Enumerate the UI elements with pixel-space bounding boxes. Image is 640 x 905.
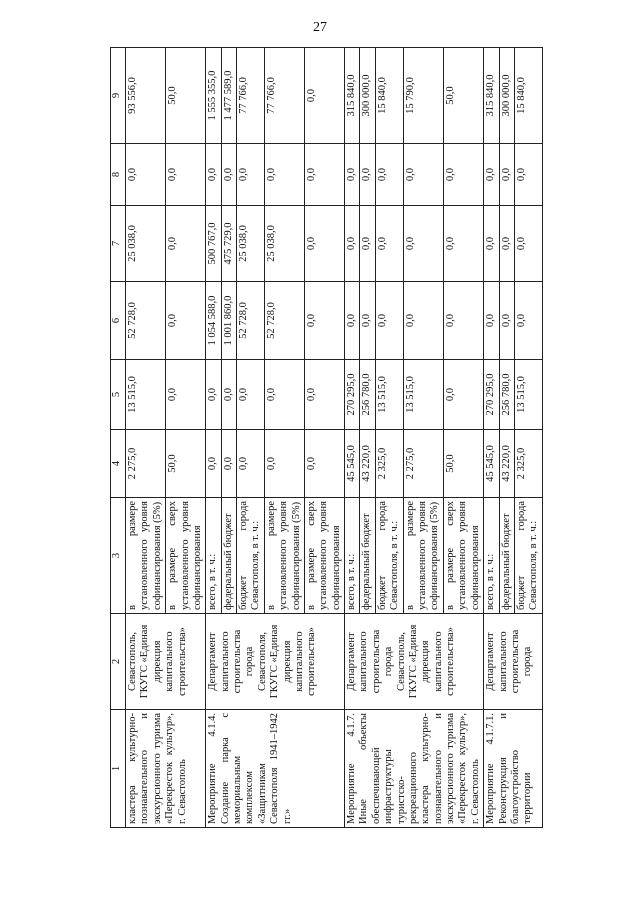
funding-source-cell: в размере сверх установленного уровня софинансирования xyxy=(304,498,344,614)
funding-source-cell: в размере установленного уровня софинансирования (5%) xyxy=(126,498,166,614)
funding-source-cell: бюджет города Севастополя, в т. ч.: xyxy=(237,498,265,614)
amount-cell: 475 729,0 xyxy=(221,206,236,282)
header-row xyxy=(111,48,126,828)
amount-cell: 77 766,0 xyxy=(264,48,304,144)
header-cell: 9 xyxy=(111,48,126,144)
header-cell: 6 xyxy=(111,282,126,360)
amount-cell: 0,0 xyxy=(264,144,304,206)
amount-cell: 2 325,0 xyxy=(375,430,403,498)
funding-source-cell: всего, в т. ч.: xyxy=(206,498,221,614)
amount-cell: 2 275,0 xyxy=(403,430,443,498)
amount-cell: 0,0 xyxy=(206,360,221,430)
table-wrapper xyxy=(110,48,640,828)
header-cell: 1 xyxy=(111,710,126,828)
amount-cell: 0,0 xyxy=(499,206,514,282)
amount-cell: 315 840,0 xyxy=(345,48,360,144)
amount-cell: 0,0 xyxy=(166,360,206,430)
amount-cell: 315 840,0 xyxy=(484,48,499,144)
amount-cell: 15 790,0 xyxy=(403,48,443,144)
amount-cell: 1 555 355,0 xyxy=(206,48,221,144)
amount-cell: 52 728,0 xyxy=(264,282,304,360)
amount-cell: 15 840,0 xyxy=(514,48,542,144)
table-row xyxy=(126,48,166,828)
funding-source-cell: в размере установленного уровня софинансирования (5%) xyxy=(264,498,304,614)
amount-cell: 52 728,0 xyxy=(126,282,166,360)
amount-cell: 2 325,0 xyxy=(514,430,542,498)
page-number: 27 xyxy=(313,20,327,35)
amount-cell: 0,0 xyxy=(206,430,221,498)
amount-cell: 0,0 xyxy=(206,144,221,206)
amount-cell: 0,0 xyxy=(264,360,304,430)
amount-cell: 0,0 xyxy=(304,144,344,206)
amount-cell: 0,0 xyxy=(166,144,206,206)
amount-cell: 0,0 xyxy=(360,144,375,206)
amount-cell: 50,0 xyxy=(443,430,483,498)
header-cell: 8 xyxy=(111,144,126,206)
amount-cell: 0,0 xyxy=(443,144,483,206)
amount-cell: 2 275,0 xyxy=(126,430,166,498)
amount-cell: 0,0 xyxy=(264,430,304,498)
amount-cell: 0,0 xyxy=(237,430,265,498)
funding-source-cell: в размере сверх установленного уровня софинансирования xyxy=(166,498,206,614)
amount-cell: 500 767,0 xyxy=(206,206,221,282)
amount-cell: 50,0 xyxy=(443,48,483,144)
executor-cell: Департамент капитального строительства города xyxy=(484,614,543,710)
amount-cell: 300 000,0 xyxy=(499,48,514,144)
amount-cell: 0,0 xyxy=(514,144,542,206)
amount-cell: 13 515,0 xyxy=(126,360,166,430)
amount-cell: 43 220,0 xyxy=(360,430,375,498)
measure-name-cell: Мероприятие 4.1.4. Создание парка с мемориальным комплексом «Защитникам Севастополя 1941–1942 гг.» xyxy=(206,710,345,828)
amount-cell: 0,0 xyxy=(345,144,360,206)
funding-source-cell: в размере сверх установленного уровня софинансирования xyxy=(443,498,483,614)
header-cell: 4 xyxy=(111,430,126,498)
amount-cell: 0,0 xyxy=(403,282,443,360)
funding-source-cell: федеральный бюджет xyxy=(221,498,236,614)
header-cell: 3 xyxy=(111,498,126,614)
amount-cell: 1 477 589,0 xyxy=(221,48,236,144)
amount-cell: 0,0 xyxy=(375,144,403,206)
amount-cell: 0,0 xyxy=(499,282,514,360)
amount-cell: 0,0 xyxy=(514,206,542,282)
amount-cell: 0,0 xyxy=(221,144,236,206)
amount-cell: 13 515,0 xyxy=(514,360,542,430)
amount-cell: 25 038,0 xyxy=(237,206,265,282)
amount-cell: 1 001 860,0 xyxy=(221,282,236,360)
executor-cell: Департамент капитального строительства города Севастополя, ГКУГС «Единая дирекция капитального строительства» xyxy=(206,614,345,710)
amount-cell: 0,0 xyxy=(499,144,514,206)
table-row xyxy=(345,48,360,828)
amount-cell: 0,0 xyxy=(375,282,403,360)
amount-cell: 300 000,0 xyxy=(360,48,375,144)
amount-cell: 0,0 xyxy=(403,206,443,282)
table-row xyxy=(206,48,221,828)
funding-source-cell: всего, в т. ч.: xyxy=(345,498,360,614)
amount-cell: 13 515,0 xyxy=(375,360,403,430)
header-cell: 2 xyxy=(111,614,126,710)
measure-name-cell: Мероприятие 4.1.7.1. Реконструкция и благоустройство территории xyxy=(484,710,543,828)
amount-cell: 0,0 xyxy=(484,206,499,282)
amount-cell: 0,0 xyxy=(345,206,360,282)
amount-cell: 256 780,0 xyxy=(360,360,375,430)
amount-cell: 77 766,0 xyxy=(237,48,265,144)
amount-cell: 0,0 xyxy=(360,282,375,360)
amount-cell: 0,0 xyxy=(304,360,344,430)
amount-cell: 25 038,0 xyxy=(264,206,304,282)
rotated-table-anchor xyxy=(110,48,540,824)
table-row xyxy=(484,48,499,828)
amount-cell: 45 545,0 xyxy=(484,430,499,498)
amount-cell: 0,0 xyxy=(484,144,499,206)
amount-cell: 0,0 xyxy=(221,360,236,430)
funding-source-cell: бюджет города Севастополя, в т. ч.: xyxy=(375,498,403,614)
amount-cell: 0,0 xyxy=(221,430,236,498)
amount-cell: 256 780,0 xyxy=(499,360,514,430)
measure-name-cell: кластера культурно-познавательного и экскурсионного туризма «Перекресток культур», г. Севастополь xyxy=(126,710,206,828)
amount-cell: 0,0 xyxy=(237,360,265,430)
amount-cell: 0,0 xyxy=(443,206,483,282)
amount-cell: 0,0 xyxy=(166,282,206,360)
amount-cell: 15 840,0 xyxy=(375,48,403,144)
funding-source-cell: федеральный бюджет xyxy=(360,498,375,614)
header-cell: 7 xyxy=(111,206,126,282)
amount-cell: 270 295,0 xyxy=(345,360,360,430)
amount-cell: 0,0 xyxy=(126,144,166,206)
amount-cell: 43 220,0 xyxy=(499,430,514,498)
executor-cell: Севастополь, ГКУГС «Единая дирекция капитального строительства» xyxy=(126,614,206,710)
amount-cell: 0,0 xyxy=(360,206,375,282)
amount-cell: 0,0 xyxy=(304,48,344,144)
funding-source-cell: всего, в т. ч.: xyxy=(484,498,499,614)
amount-cell: 93 556,0 xyxy=(126,48,166,144)
amount-cell: 50,0 xyxy=(166,48,206,144)
amount-cell: 0,0 xyxy=(304,206,344,282)
amount-cell: 0,0 xyxy=(375,206,403,282)
funding-source-cell: бюджет города Севастополя, в т. ч.: xyxy=(514,498,542,614)
measure-name-cell: Мероприятие 4.1.7. Иные объекты обеспечивающей инфраструктуры туристско-рекреационного кластера культурно-познавательного и экскурсионного туризма «Перекресток культур», г. Севастополь xyxy=(345,710,484,828)
amount-cell: 0,0 xyxy=(443,282,483,360)
budget-table xyxy=(110,47,543,828)
amount-cell: 50,0 xyxy=(166,430,206,498)
funding-source-cell: федеральный бюджет xyxy=(499,498,514,614)
amount-cell: 0,0 xyxy=(514,282,542,360)
amount-cell: 1 054 588,0 xyxy=(206,282,221,360)
funding-source-cell: в размере установленного уровня софинансирования (5%) xyxy=(403,498,443,614)
amount-cell: 52 728,0 xyxy=(237,282,265,360)
amount-cell: 0,0 xyxy=(484,282,499,360)
amount-cell: 0,0 xyxy=(237,144,265,206)
amount-cell: 0,0 xyxy=(443,360,483,430)
amount-cell: 45 545,0 xyxy=(345,430,360,498)
amount-cell: 0,0 xyxy=(166,206,206,282)
amount-cell: 13 515,0 xyxy=(403,360,443,430)
executor-cell: Департамент капитального строительства города Севастополь, ГКУГС «Единая дирекция капитального строительства» xyxy=(345,614,484,710)
amount-cell: 25 038,0 xyxy=(126,206,166,282)
amount-cell: 0,0 xyxy=(304,282,344,360)
amount-cell: 0,0 xyxy=(345,282,360,360)
amount-cell: 270 295,0 xyxy=(484,360,499,430)
amount-cell: 0,0 xyxy=(403,144,443,206)
amount-cell: 0,0 xyxy=(304,430,344,498)
header-cell: 5 xyxy=(111,360,126,430)
